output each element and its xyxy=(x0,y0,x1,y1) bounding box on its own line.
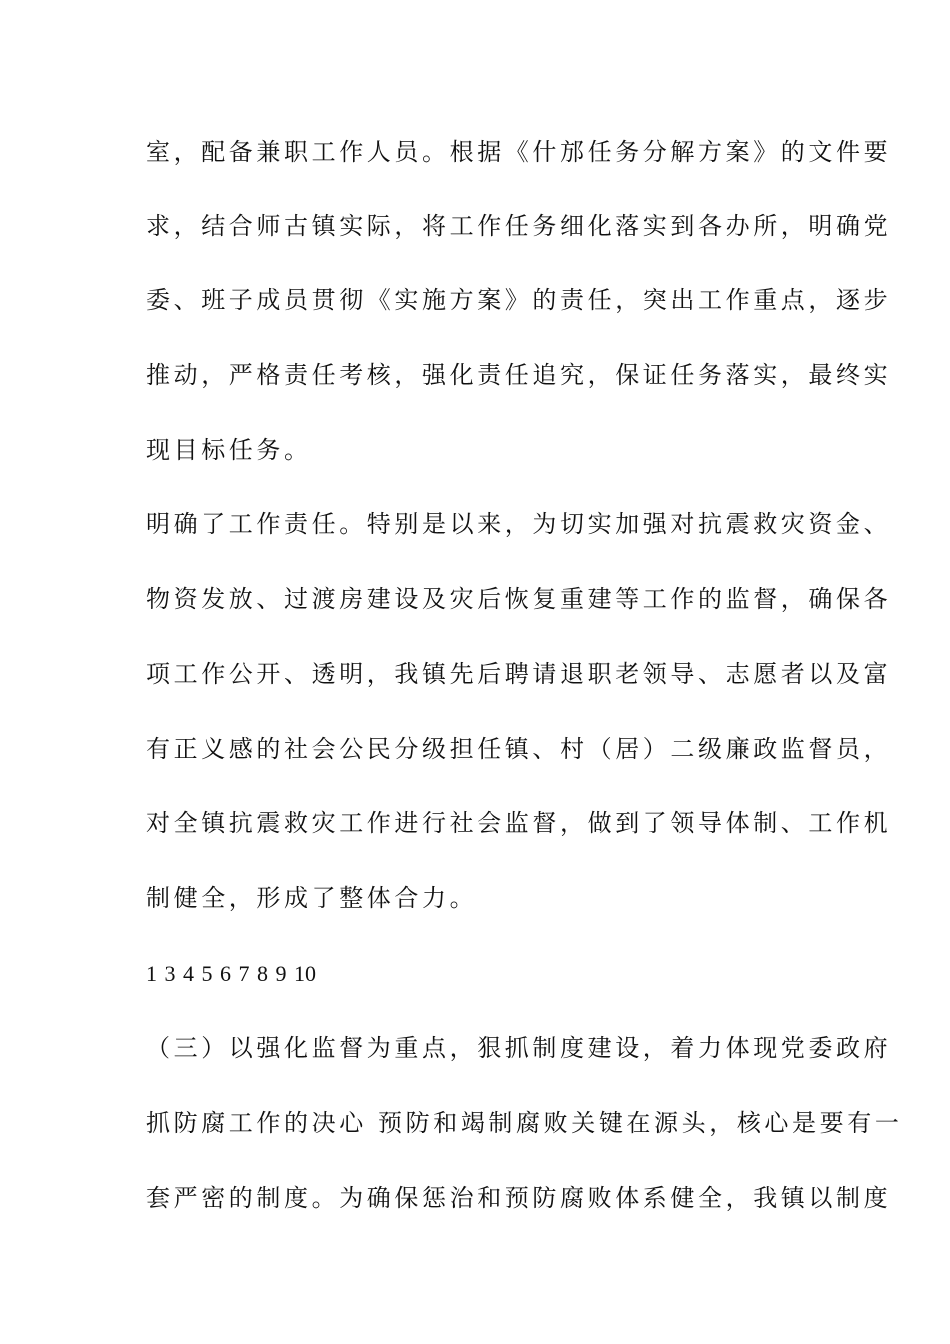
paragraph-line: 现目标任务。 xyxy=(146,436,312,464)
paragraph-line: 委、班子成员贯彻《实施方案》的责任，突出工作重点，逐步 xyxy=(146,286,892,314)
paragraph-line: 物资发放、过渡房建设及灾后恢复重建等工作的监督，确保各 xyxy=(146,585,892,613)
paragraph-line: 制健全，形成了整体合力。 xyxy=(146,884,478,912)
section-heading-line: （三）以强化监督为重点，狠抓制度建设，着力体现党委政府 xyxy=(146,1034,892,1062)
paragraph-line: 抓防腐工作的决心 预防和竭制腐败关键在源头，核心是要有一 xyxy=(146,1109,903,1137)
paragraph-line: 有正义感的社会公民分级担任镇、村（居）二级廉政监督员， xyxy=(146,735,892,763)
page-number-list: 1 3 4 5 6 7 8 9 10 xyxy=(146,961,316,986)
paragraph-line: 求，结合师古镇实际，将工作任务细化落实到各办所，明确党 xyxy=(146,212,892,240)
paragraph-line: 对全镇抗震救灾工作进行社会监督，做到了领导体制、工作机 xyxy=(146,809,892,837)
paragraph-line: 项工作公开、透明，我镇先后聘请退职老领导、志愿者以及富 xyxy=(146,660,892,688)
paragraph-line: 套严密的制度。为确保惩治和预防腐败体系健全，我镇以制度 xyxy=(146,1184,892,1212)
paragraph-line: 明确了工作责任。特别是以来，为切实加强对抗震救灾资金、 xyxy=(146,510,892,538)
paragraph-line: 室，配备兼职工作人员。根据《什邡任务分解方案》的文件要 xyxy=(146,138,892,166)
paragraph-line: 推动，严格责任考核，强化责任追究，保证任务落实，最终实 xyxy=(146,361,892,389)
